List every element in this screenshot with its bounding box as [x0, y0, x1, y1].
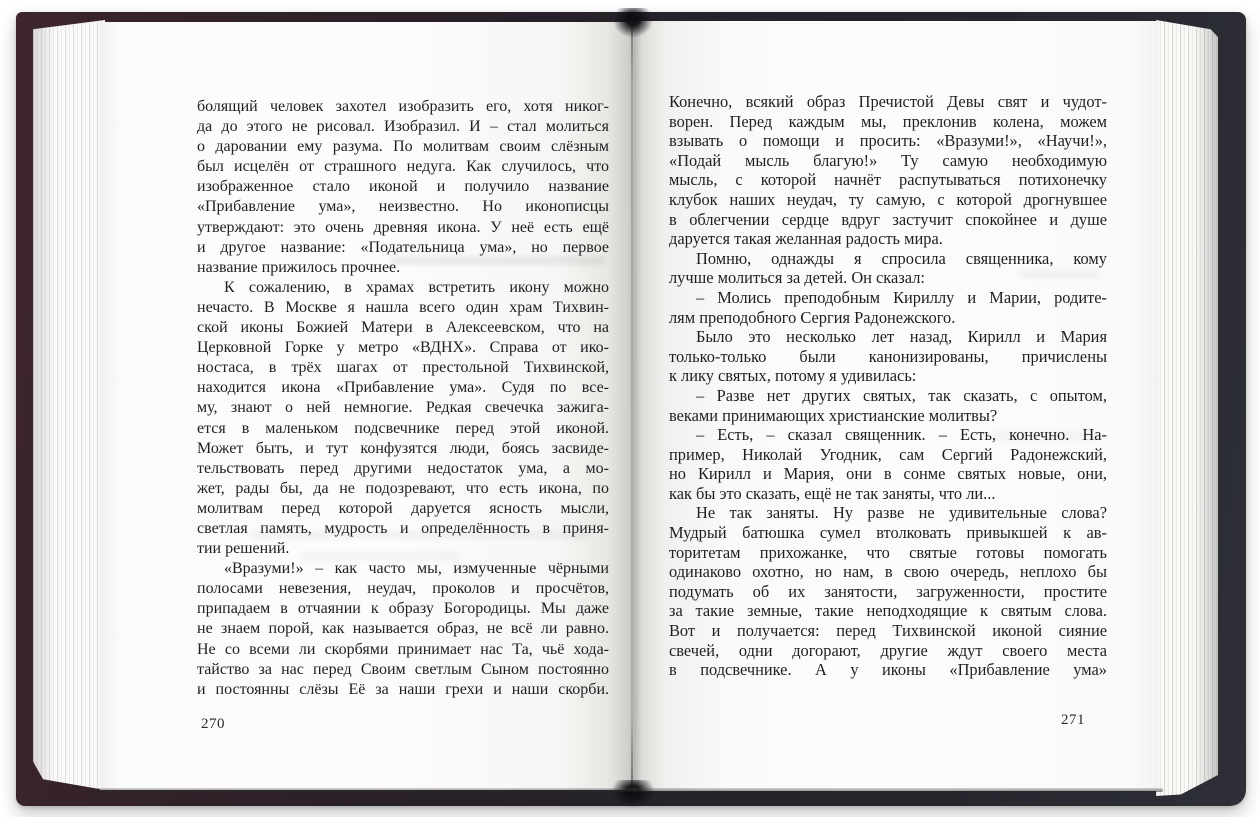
text-line: полосами невезения, неудач, проколов и просчётов, — [197, 580, 609, 598]
paragraph — [669, 425, 1107, 503]
paragraph — [669, 503, 1107, 679]
text-line: пример, Николай Угодник, сам Сергий Радонежский, — [669, 444, 1107, 464]
text-line: болящий человек захотел изобразить его, хотя никог- — [197, 98, 609, 115]
text-line: – Разве нет других святых, так сказать, с опытом, — [696, 385, 1107, 405]
text-line: утверждают: это очень древняя икона. У неё есть ещё — [197, 218, 609, 236]
paragraph — [197, 278, 609, 559]
text-line: «Прибавление ума», неизвестно. Но иконописцы — [197, 198, 609, 216]
text-line: Конечно, всякий образ Пречистой Девы свят и чудот- — [669, 92, 1107, 111]
text-line: «Подай мысль благую!» Ту самую необходимую — [669, 150, 1107, 170]
left-page-fore-edge — [33, 20, 105, 790]
text-line: Было это несколько лет назад, Кирилл и Мария — [696, 327, 1107, 347]
text-line: как бы это сказать, ещё не так заняты, что ли... — [669, 483, 996, 503]
gutter-crease — [631, 21, 633, 791]
text-line: ской иконы Божией Матери в Алексеевском, что на — [197, 319, 609, 337]
text-line: – Молись преподобным Кириллу и Марии, родите- — [696, 287, 1107, 307]
text-line: Церковной Горке у метро «ВДНХ». Справа от ико- — [197, 339, 609, 357]
text-line: был исцелён от страшного недуга. Как случилось, что — [197, 158, 609, 176]
text-line: но Кирилл и Мария, они в сонме святых новые, они, — [669, 464, 1107, 484]
right-page-number: 271 — [1061, 712, 1085, 728]
text-line: не знаем порой, как называется образ, не всё ли равно. — [197, 620, 609, 638]
text-line: Мудрый батюшка сумел втолковать привыкшей к ав- — [669, 523, 1107, 543]
text-line: одинаково охотно, но нам, в свою очередь, неплохо бы — [669, 562, 1107, 582]
text-line: молитвам перед которой даруется ясность мысли, — [197, 499, 609, 517]
left-page-text — [197, 97, 609, 700]
text-line: подумать об их занятости, загруженности, простите — [669, 581, 1107, 601]
text-line: Может быть, и тут конфузятся люди, боясь засвиде- — [197, 439, 609, 457]
text-line: веками принимающих христианские молитвы? — [669, 405, 998, 425]
bottom-edge-shadow — [95, 788, 1163, 792]
left-page-number: 270 — [201, 716, 225, 732]
text-line: Вот и получается: перед Тихвинской иконой сияние — [669, 621, 1107, 641]
text-line: Не со всеми ли скорбями принимает нас Та, чьё хода- — [197, 640, 609, 658]
gutter-bottom-shadow — [611, 780, 655, 808]
text-line: припадаем в отчаянии к образу Богородицы. Мы даже — [197, 600, 609, 618]
text-line: ностаса, в трёх шагах от престольной Тихвинской, — [197, 359, 609, 377]
text-line: о даровании ему разума. По молитвам своим слёзным — [197, 138, 609, 156]
text-line: тии решений. — [197, 540, 290, 558]
text-line: взывать о помощи и просить: «Вразуми!», «Научи!», — [669, 131, 1107, 151]
paragraph — [669, 386, 1107, 425]
text-line: ворен. Перед каждым мы, преклонив колена, можем — [669, 111, 1107, 131]
text-line: да до этого не рисовал. Изобразил. И – стал молиться — [197, 118, 609, 136]
text-line: му, знают о ней немногие. Редкая свечечка зажига- — [197, 399, 609, 417]
text-line: даруется такая желанная радость мира. — [669, 229, 943, 249]
text-line: К сожалению, в храмах встретить икону можно — [224, 278, 609, 296]
text-line: Помню, однажды я спросила священника, кому — [696, 248, 1107, 268]
text-line: только-только были канонизированы, причислены — [669, 346, 1107, 366]
right-page-text — [669, 92, 1107, 680]
paragraph — [669, 92, 1107, 249]
right-page-fore-edge — [1156, 20, 1218, 796]
paragraph — [197, 97, 609, 278]
text-line: жет, рады бы, да не подозревают, что есть икона, по — [197, 479, 609, 497]
text-line: ется в маленьком подсвечнике перед этой иконой. — [197, 419, 609, 437]
text-line: и другое название: «Подательница ума», но первое — [197, 238, 609, 256]
paragraph — [669, 249, 1107, 288]
text-line: торитетам прихожанке, что святые готовы помогать — [669, 542, 1107, 562]
text-line: за такие земные, такие неподходящие к святым слова. — [669, 601, 1107, 621]
text-line: тайство за нас перед Своим светлым Сыном постоянно — [197, 660, 609, 678]
paragraph — [669, 288, 1107, 327]
text-line: свечей, одни догорают, другие ждут своего места — [669, 640, 1107, 660]
text-line: мысль, с которой начнёт распутываться потихонечку — [669, 170, 1107, 190]
text-line: Не так заняты. Ну разве не удивительные слова? — [696, 503, 1107, 523]
gutter-top-shadow — [613, 8, 653, 38]
text-line: название прижилось прочнее. — [197, 258, 401, 276]
text-line: в облегчении сердце вдруг застучит спокойнее и душе — [669, 209, 1107, 229]
paragraph — [197, 559, 609, 700]
text-line: нечасто. В Москве я нашла всего один храм Тихвин- — [197, 298, 609, 316]
text-line: в подсвечнике. А у иконы «Прибавление ума» — [669, 660, 1107, 680]
text-line: и постоянны слёзы Её за наши грехи и наши скорби. — [197, 680, 609, 698]
paragraph — [669, 327, 1107, 386]
text-line: светлая память, мудрость и определённость в приня- — [197, 519, 609, 537]
text-line: – Есть, – сказал священник. – Есть, конечно. На- — [696, 425, 1107, 445]
text-line: лям преподобного Сергия Радонежского. — [669, 307, 956, 327]
text-line: к лику святых, потому я удивилась: — [669, 366, 917, 386]
text-line: лучше молиться за детей. Он сказал: — [669, 268, 925, 288]
text-line: «Вразуми!» – как часто мы, измученные чёрными — [224, 560, 609, 578]
text-line: клубок наших неудач, ту самую, с которой дрогнувшее — [669, 189, 1107, 209]
text-line: находится икона «Прибавление ума». Судя по все- — [197, 379, 609, 397]
text-line: тельствовать перед другими недостаток ума, а мо- — [197, 459, 609, 477]
text-line: изображенное стало иконой и получило название — [197, 178, 609, 196]
